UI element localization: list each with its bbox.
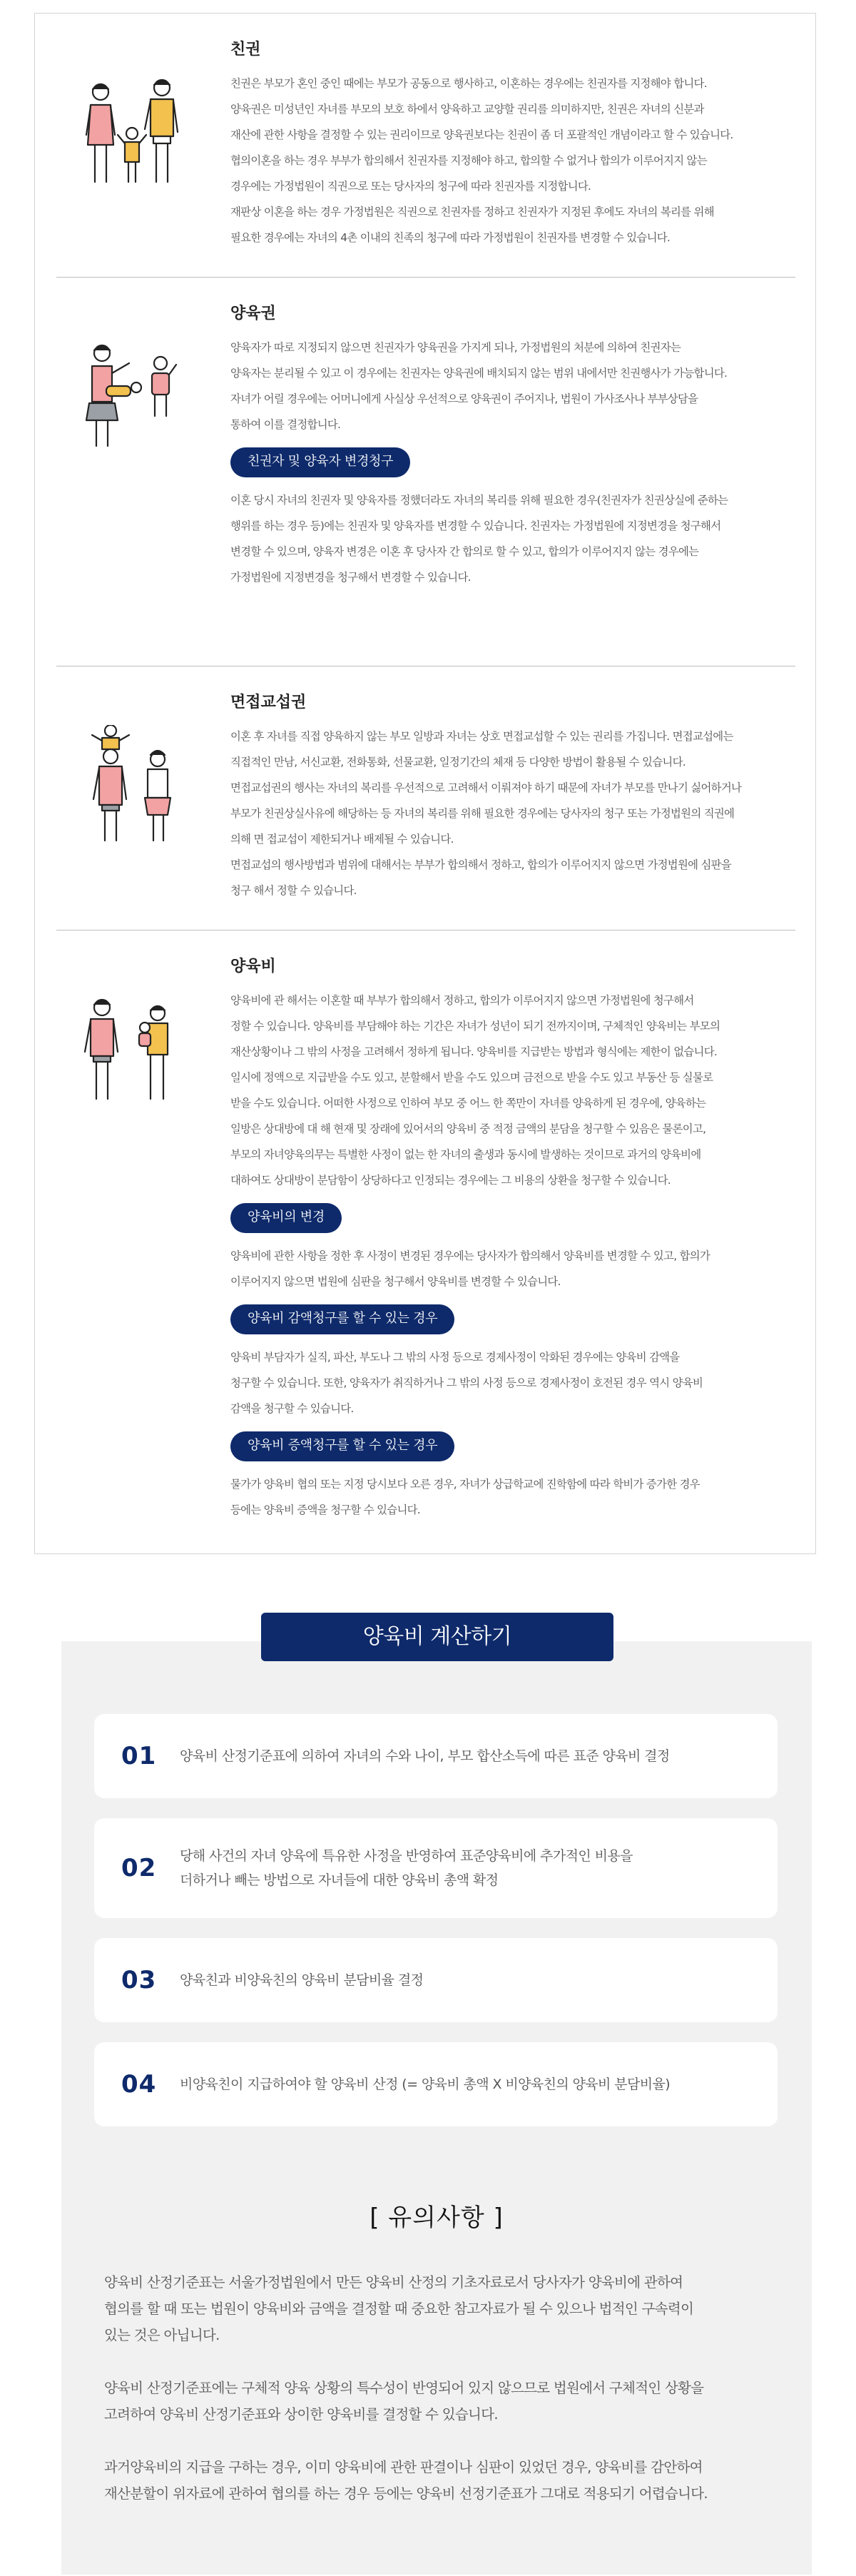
text-line: 정할 수 있습니다. 양육비를 부담해야 하는 기간은 자녀가 성년이 되기 전까지이며, 구체적인 양육비는 부모의	[230, 1020, 720, 1033]
family-parents-child-icon	[73, 72, 188, 193]
text-line: 고려하여 양육비 산정기준표와 상이한 양육비를 결정할 수 있습니다.	[104, 2406, 498, 2423]
section-blocks	[230, 988, 787, 1523]
text-line: 협의이혼을 하는 경우 부부가 합의해서 친권자를 지정해야 하고, 합의할 수 없거나 합의가 이루어지지 않는	[230, 154, 707, 167]
calc-section	[61, 1624, 812, 2575]
text-line: 양육자는 분리될 수 있고 이 경우에는 친권자는 양육권에 배치되지 않는 범위 내에서만 친권행사가 가능합니다.	[230, 367, 728, 380]
text-line: 양육비 부담자가 실직, 파산, 부도나 그 밖의 사정 등으로 경제사정이 악화된 경우에는 양육비 감액을	[230, 1351, 680, 1364]
text-line: 받을 수도 있습니다. 어떠한 사정으로 인하여 부모 중 어느 한 쪽만이 자녀를 양육하게 된 경우에, 양육하는	[230, 1097, 706, 1110]
section-content	[230, 692, 787, 903]
text-line: 양육비에 관한 사항을 정한 후 사정이 변경된 경우에는 당사자가 합의해서 양육비를 변경할 수 있고, 합의가	[230, 1249, 710, 1262]
text-line: 청구할 수 있습니다. 또한, 양육자가 취직하거나 그 밖의 사정 등으로 경제사정이 호전된 경우 역시 양육비	[230, 1376, 703, 1389]
subheading-pill: 친권자 및 양육자 변경청구	[230, 447, 410, 477]
notes-list	[104, 2269, 775, 2533]
text-line: 더하거나 빼는 방법으로 자녀들에 대한 양육비 총액 확정	[180, 1872, 499, 1888]
step-number: 03	[121, 1966, 157, 1994]
body-paragraph	[230, 71, 787, 250]
section-content	[230, 39, 787, 250]
step-text	[180, 1844, 633, 1892]
text-line: 의해 면 접교섭이 제한되거나 배제될 수 있습니다.	[230, 833, 454, 846]
body-paragraph	[230, 724, 787, 903]
body-paragraph	[230, 1471, 787, 1523]
body-paragraph	[230, 487, 787, 590]
calc-step	[94, 2042, 778, 2126]
text-line: 양육비 산정기준표에는 구체적 양육 상황의 특수성이 반영되어 있지 않으므로 법원에서 구체적인 상황을	[104, 2380, 704, 2396]
parent-lifting-child-icon	[73, 336, 188, 457]
step-text	[180, 2072, 670, 2096]
text-line: 이혼 후 자녀를 직접 양육하지 않는 부모 일방과 자녀는 상호 면접교섭할 수 있는 권리를 가집니다. 면접교섭에는	[230, 730, 733, 743]
text-line: 청구 해서 정할 수 있습니다.	[230, 884, 357, 897]
body-paragraph	[230, 988, 787, 1193]
section-title: 양육권	[230, 305, 276, 323]
text-line: 당해 사건의 자녀 양육에 특유한 사정을 반영하여 표준양육비에 추가적인 비용을	[180, 1848, 633, 1864]
text-line: 등에는 양육비 증액을 청구할 수 있습니다.	[230, 1503, 420, 1516]
body-paragraph	[230, 1243, 787, 1294]
body-paragraph	[230, 1344, 787, 1421]
text-line: 통하여 이를 결정합니다.	[230, 418, 341, 431]
text-line: 양육비 산정기준표는 서울가정법원에서 만든 양육비 산정의 기초자료로서 당사자가 양육비에 관하여	[104, 2274, 683, 2291]
calc-step	[94, 1818, 778, 1918]
text-line: 비양육친이 지급하여야 할 양육비 산정 (= 양육비 총액 X 비양육친의 양육비 분담비율)	[180, 2076, 671, 2092]
text-line: 변경할 수 있으며, 양육자 변경은 이혼 후 당사자 간 합의로 할 수 있고, 합의가 이루어지지 않는 경우에는	[230, 545, 699, 558]
section-blocks	[230, 335, 787, 590]
step-number: 01	[121, 1742, 157, 1770]
text-line: 양육비에 관 해서는 이혼할 때 부부가 합의해서 정하고, 합의가 이루어지지 않으면 가정법원에 청구해서	[230, 994, 694, 1007]
text-line: 면접교섭의 행사방법과 범위에 대해서는 부부가 합의해서 정하고, 합의가 이루어지지 않으면 가정법원에 심판을	[230, 858, 732, 871]
text-line: 일방은 상대방에 대 해 현재 및 장래에 있어서의 양육비 중 적정 금액의 분담을 청구할 수 있음은 물론이고,	[230, 1122, 706, 1135]
step-number: 04	[121, 2070, 157, 2099]
section-title: 친권	[230, 41, 261, 59]
parent-carrying-child-icon	[73, 725, 188, 846]
step-text	[180, 1744, 670, 1768]
text-line: 행위를 하는 경우 등)에는 친권자 및 양육자를 변경할 수 있습니다. 친권자는 가정법원에 지정변경을 청구해서	[230, 519, 721, 532]
section-visitation	[56, 666, 795, 930]
text-line: 일시에 정액으로 지급받을 수도 있고, 분할해서 받을 수도 있으며 금전으로 받을 수도 있고 부동산 등 실물로	[230, 1071, 713, 1084]
text-line: 이혼 당시 자녀의 친권자 및 양육자를 정했더라도 자녀의 복리를 위해 필요한 경우(친권자가 친권상실에 준하는	[230, 494, 728, 507]
section-rearing	[56, 278, 795, 666]
text-line: 있는 것은 아닙니다.	[104, 2327, 220, 2343]
text-line: 양육자가 따로 지정되지 않으면 친권자가 양육권을 가지게 되나, 가정법원의 처분에 의하여 친권자는	[230, 341, 681, 354]
text-line: 대하여도 상대방이 분담함이 상당하다고 인정되는 경우에는 그 비용의 상환을 청구할 수 있습니다.	[230, 1174, 671, 1187]
note-paragraph	[104, 2269, 775, 2348]
calc-step	[94, 1938, 778, 2022]
calc-title: 양육비 계산하기	[261, 1613, 613, 1661]
subheading-pill: 양육비 증액청구를 할 수 있는 경우	[230, 1431, 454, 1461]
calc-step	[94, 1714, 778, 1798]
text-line: 재산분할이 위자료에 관하여 협의를 하는 경우 등에는 양육비 선정기준표가 그대로 적용되기 어렵습니다.	[104, 2485, 708, 2502]
text-line: 양육비 산정기준표에 의하여 자녀의 수와 나이, 부모 합산소득에 따른 표준 양육비 결정	[180, 1748, 670, 1764]
text-line: 직접적인 만남, 서신교환, 전화통화, 선물교환, 일정기간의 체재 등 다양한 방법이 활용될 수 있습니다.	[230, 756, 686, 769]
text-line: 양육친과 비양육친의 양육비 분담비율 결정	[180, 1972, 424, 1988]
info-box	[34, 13, 816, 1554]
text-line: 필요한 경우에는 자녀의 4촌 이내의 친족의 청구에 따라 가정법원이 친권자를 변경할 수 있습니다.	[230, 231, 671, 244]
section-custody	[56, 14, 795, 278]
text-line: 물가가 양육비 협의 또는 지정 당시보다 오른 경우, 자녀가 상급학교에 진학함에 따라 학비가 증가한 경우	[230, 1478, 700, 1491]
section-child-support	[56, 930, 795, 1555]
body-paragraph	[230, 335, 787, 437]
note-paragraph	[104, 2454, 775, 2507]
section-blocks	[230, 71, 787, 250]
text-line: 가정법원에 지정변경을 청구해서 변경할 수 있습니다.	[230, 571, 471, 584]
text-line: 재산상황이나 그 밖의 사정을 고려해서 정하게 됩니다. 양육비를 지급받는 방법과 형식에는 제한이 없습니다.	[230, 1045, 718, 1058]
parents-with-child-icon	[73, 989, 188, 1110]
text-line: 면접교섭권의 행사는 자녀의 복리를 우선적으로 고려해서 이뤄져야 하기 때문에 자녀가 부모를 만나기 싫어하거나	[230, 781, 742, 794]
text-line: 과거양육비의 지급을 구하는 경우, 이미 양육비에 관한 판결이나 심판이 있었던 경우, 양육비를 감안하여	[104, 2459, 703, 2475]
step-text	[180, 1968, 423, 1992]
section-content	[230, 956, 787, 1523]
text-line: 부모가 친권상실사유에 해당하는 등 자녀의 복리를 위해 필요한 경우에는 당사자의 청구 또는 가정법원의 직권에	[230, 807, 735, 820]
text-line: 이루어지지 않으면 법원에 심판을 청구해서 양육비를 변경할 수 있습니다.	[230, 1275, 561, 1288]
section-title: 양육비	[230, 958, 276, 975]
subheading-pill: 양육비의 변경	[230, 1203, 342, 1233]
text-line: 감액을 청구할 수 있습니다.	[230, 1402, 354, 1415]
subheading-pill: 양육비 감액청구를 할 수 있는 경우	[230, 1304, 454, 1334]
text-line: 친권은 부모가 혼인 중인 때에는 부모가 공동으로 행사하고, 이혼하는 경우에는 친권자를 지정해야 합니다.	[230, 77, 707, 90]
text-line: 자녀가 어릴 경우에는 어머니에게 사실상 우선적으로 양육권이 주어지나, 법원이 가사조사나 부부상담을	[230, 392, 698, 405]
text-line: 부모의 자녀양육의무는 특별한 사정이 없는 한 자녀의 출생과 동시에 발생하는 것이므로 과거의 양육비에	[230, 1148, 701, 1161]
text-line: 재산에 관한 사항을 결정할 수 있는 권리이므로 양육권보다는 친권이 좀 더 포괄적인 개념이라고 할 수 있습니다.	[230, 128, 733, 141]
notes-title: [ 유의사항 ]	[370, 2204, 504, 2232]
text-line: 재판상 이혼을 하는 경우 가정법원은 직권으로 친권자를 정하고 친권자가 지정된 후에도 자녀의 복리를 위해	[230, 206, 714, 218]
section-content	[230, 303, 787, 590]
text-line: 협의를 할 때 또는 법원이 양육비와 금액을 결정할 때 중요한 참고자료가 될 수 있으나 법적인 구속력이	[104, 2301, 694, 2317]
text-line: 양육권은 미성년인 자녀를 부모의 보호 하에서 양육하고 교양할 권리를 의미하지만, 친권은 자녀의 신분과	[230, 103, 704, 116]
text-line: 경우에는 가정법원이 직권으로 또는 당사자의 청구에 따라 친권자를 지정합니다.	[230, 180, 591, 193]
note-paragraph	[104, 2375, 775, 2428]
step-number: 02	[121, 1854, 157, 1882]
section-blocks	[230, 724, 787, 903]
section-title: 면접교섭권	[230, 694, 307, 711]
